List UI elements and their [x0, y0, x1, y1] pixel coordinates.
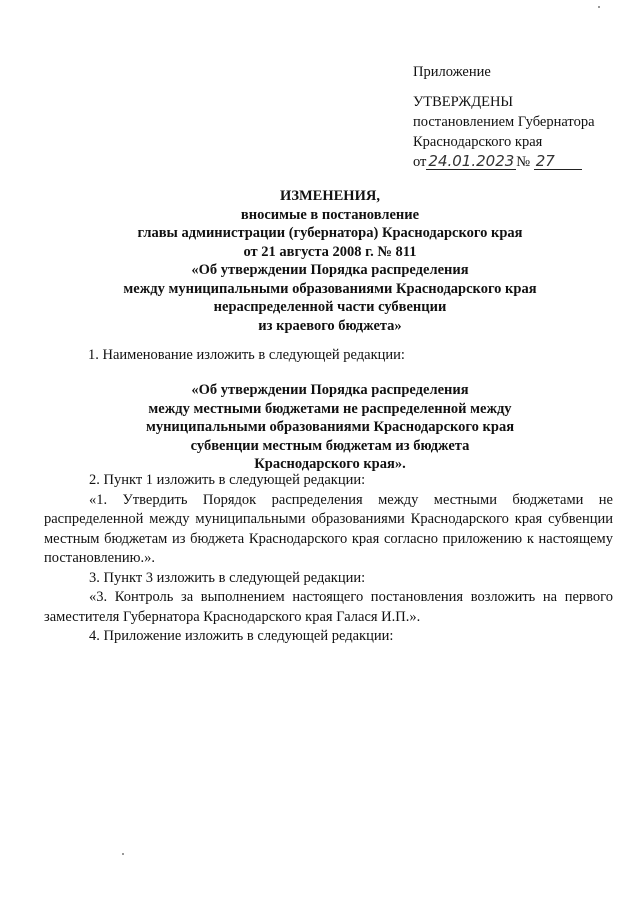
new-name-line-1: «Об утверждении Порядка распределения — [191, 382, 469, 398]
date-number-line — [413, 152, 595, 172]
approved-by-line-2: Краснодарского края — [413, 134, 543, 150]
approval-block — [413, 62, 595, 172]
title-line-5: «Об утверждении Порядка распределения — [191, 262, 469, 278]
item-3: 3. Пункт 3 изложить в следующей редакции: — [89, 569, 366, 586]
date-prefix: от — [413, 154, 427, 170]
title-line-7: нераспределенной части субвенции — [213, 299, 447, 315]
body-text — [44, 471, 613, 647]
item-4: 4. Приложение изложить в следующей редакции: — [89, 628, 394, 644]
item-2: 2. Пункт 1 изложить в следующей редакции: — [89, 472, 366, 488]
item-3-text: «3. Контроль за выполнением настоящего постановления возложить на первого заместителя Губернатора Краснодарского края Галася И.П.». — [44, 589, 613, 625]
document-title — [40, 187, 620, 335]
title-line-3: главы администрации (губернатора) Краснодарского края — [137, 225, 523, 241]
scan-speck — [122, 853, 124, 855]
handwritten-date: 24.01.2023 — [428, 152, 515, 170]
new-name-line-4: субвенции местным бюджетам из бюджета — [190, 437, 470, 454]
item-1: 1. Наименование изложить в следующей редакции: — [88, 347, 405, 363]
title-line-4: от 21 августа 2008 г. № 811 — [243, 243, 417, 260]
title-line-1: ИЗМЕНЕНИЯ, — [280, 188, 380, 204]
title-line-2: вносимые в постановление — [240, 206, 420, 223]
new-name-block — [40, 381, 620, 474]
number-prefix: № — [516, 154, 531, 170]
new-name-line-3: муниципальными образованиями Краснодарского края — [145, 419, 515, 435]
title-line-8: из краевого бюджета» — [258, 317, 402, 334]
new-name-line-5: Краснодарского края». — [254, 456, 406, 472]
handwritten-number: 27 — [534, 153, 582, 170]
approved-label: УТВЕРЖДЕНЫ — [413, 94, 514, 110]
scan-speck — [598, 6, 600, 8]
new-name-line-2: между местными бюджетами не распределенной между — [148, 400, 512, 417]
appendix-label: Приложение — [413, 64, 491, 80]
title-line-6: между муниципальными образованиями Краснодарского края — [123, 280, 537, 297]
approved-by-line-1: постановлением Губернатора — [413, 114, 595, 130]
item-2-text: «1. Утвердить Порядок распределения между местными бюджетами не распределенной между муниципальными образованиями Краснодарского края субвенции местным бюджетам из бюджета Краснодарского края согласно приложению к настоящему постановлению.». — [44, 491, 613, 566]
